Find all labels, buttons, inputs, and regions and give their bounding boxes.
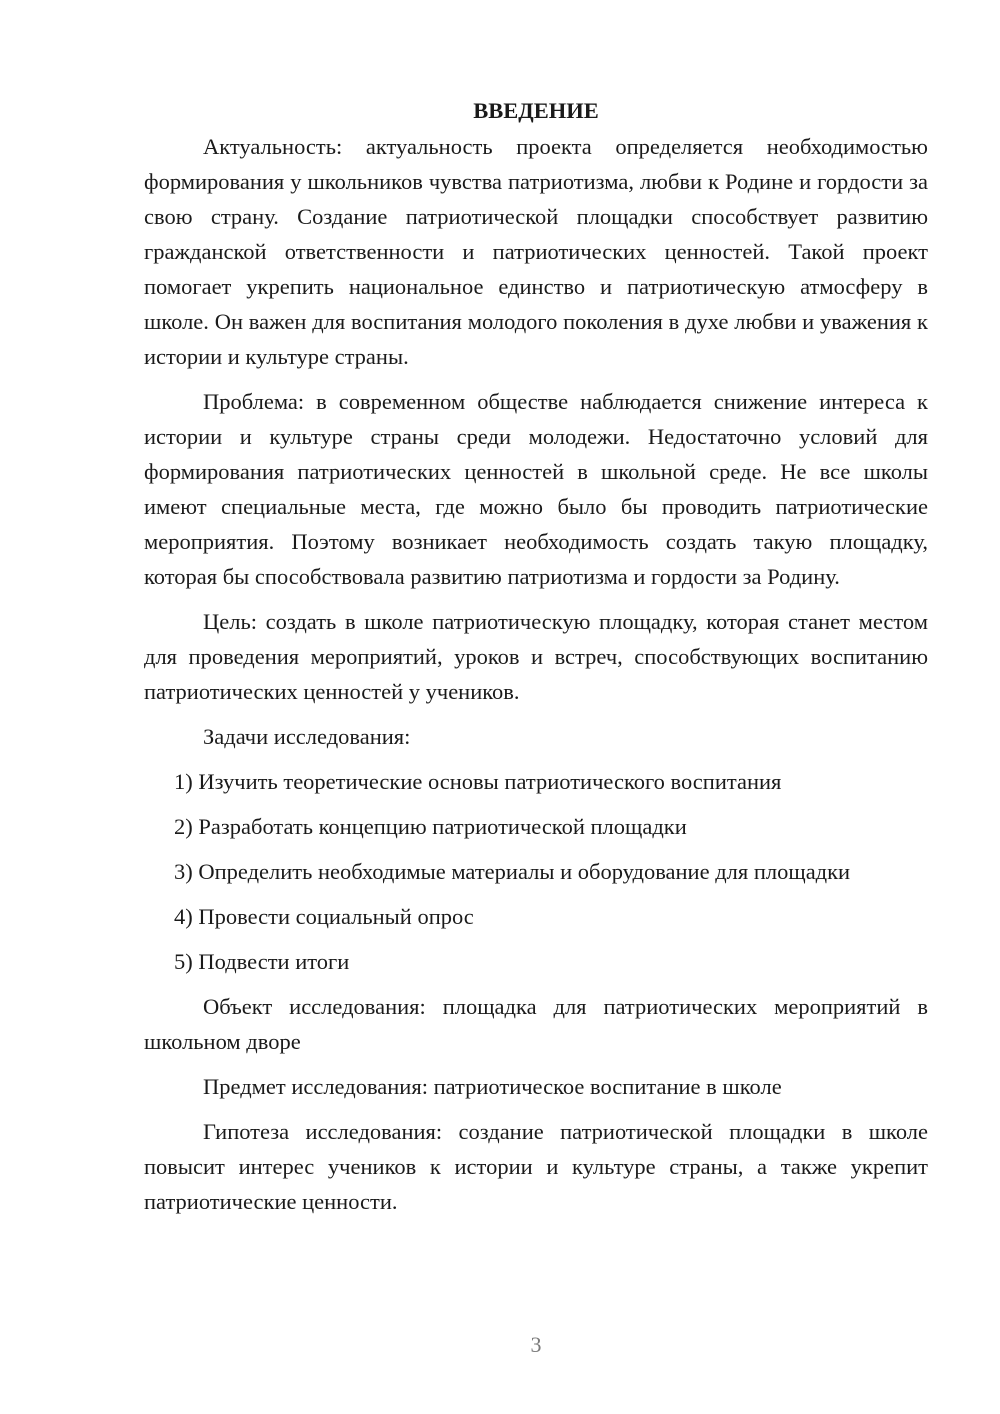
task-item-2: 2) Разработать концепцию патриотической площадки xyxy=(174,814,687,839)
tasks-heading: Задачи исследования: xyxy=(203,724,411,749)
task-item-5: 5) Подвести итоги xyxy=(174,949,350,974)
task-item-4: 4) Провести социальный опрос xyxy=(174,904,474,929)
paragraph-hypothesis: Гипотеза исследования: создание патриотической площадки в школе повысит интерес учеников к истории и культуре страны, а также укрепит патриотические ценности. xyxy=(144,1119,928,1214)
page-content xyxy=(144,93,928,1229)
paragraph-relevance: Актуальность: актуальность проекта определяется необходимостью формирования у школьников чувства патриотизма, любви к Родине и гордости за свою страну. Создание патриотической площадки способствует развитию гражданской ответственности и патриотических ценностей. Такой проект помогает укрепить национальное единство и патриотическую атмосферу в школе. Он важен для воспитания молодого поколения в духе любви и уважения к истории и культуре страны. xyxy=(144,134,928,369)
tasks-list xyxy=(144,764,928,979)
page-number: 3 xyxy=(530,1332,542,1357)
paragraph-object: Объект исследования: площадка для патриотических мероприятий в школьном дворе xyxy=(144,994,928,1054)
page-title: ВВЕДЕНИЕ xyxy=(473,98,599,123)
paragraph-subject: Предмет исследования: патриотическое воспитание в школе xyxy=(203,1074,782,1099)
paragraph-problem: Проблема: в современном обществе наблюдается снижение интереса к истории и культуре страны среди молодежи. Недостаточно условий для формирования патриотических ценностей в школьной среде. Не все школы имеют специальные места, где можно было бы проводить патриотические мероприятия. Поэтому возникает необходимость создать такую площадку, которая бы способствовала развитию патриотизма и гордости за Родину. xyxy=(144,389,928,589)
task-item-3: 3) Определить необходимые материалы и оборудование для площадки xyxy=(174,859,851,884)
task-item-1: 1) Изучить теоретические основы патриотического воспитания xyxy=(174,769,782,794)
paragraph-goal: Цель: создать в школе патриотическую площадку, которая станет местом для проведения мероприятий, уроков и встреч, способствующих воспитанию патриотических ценностей у учеников. xyxy=(144,609,928,704)
